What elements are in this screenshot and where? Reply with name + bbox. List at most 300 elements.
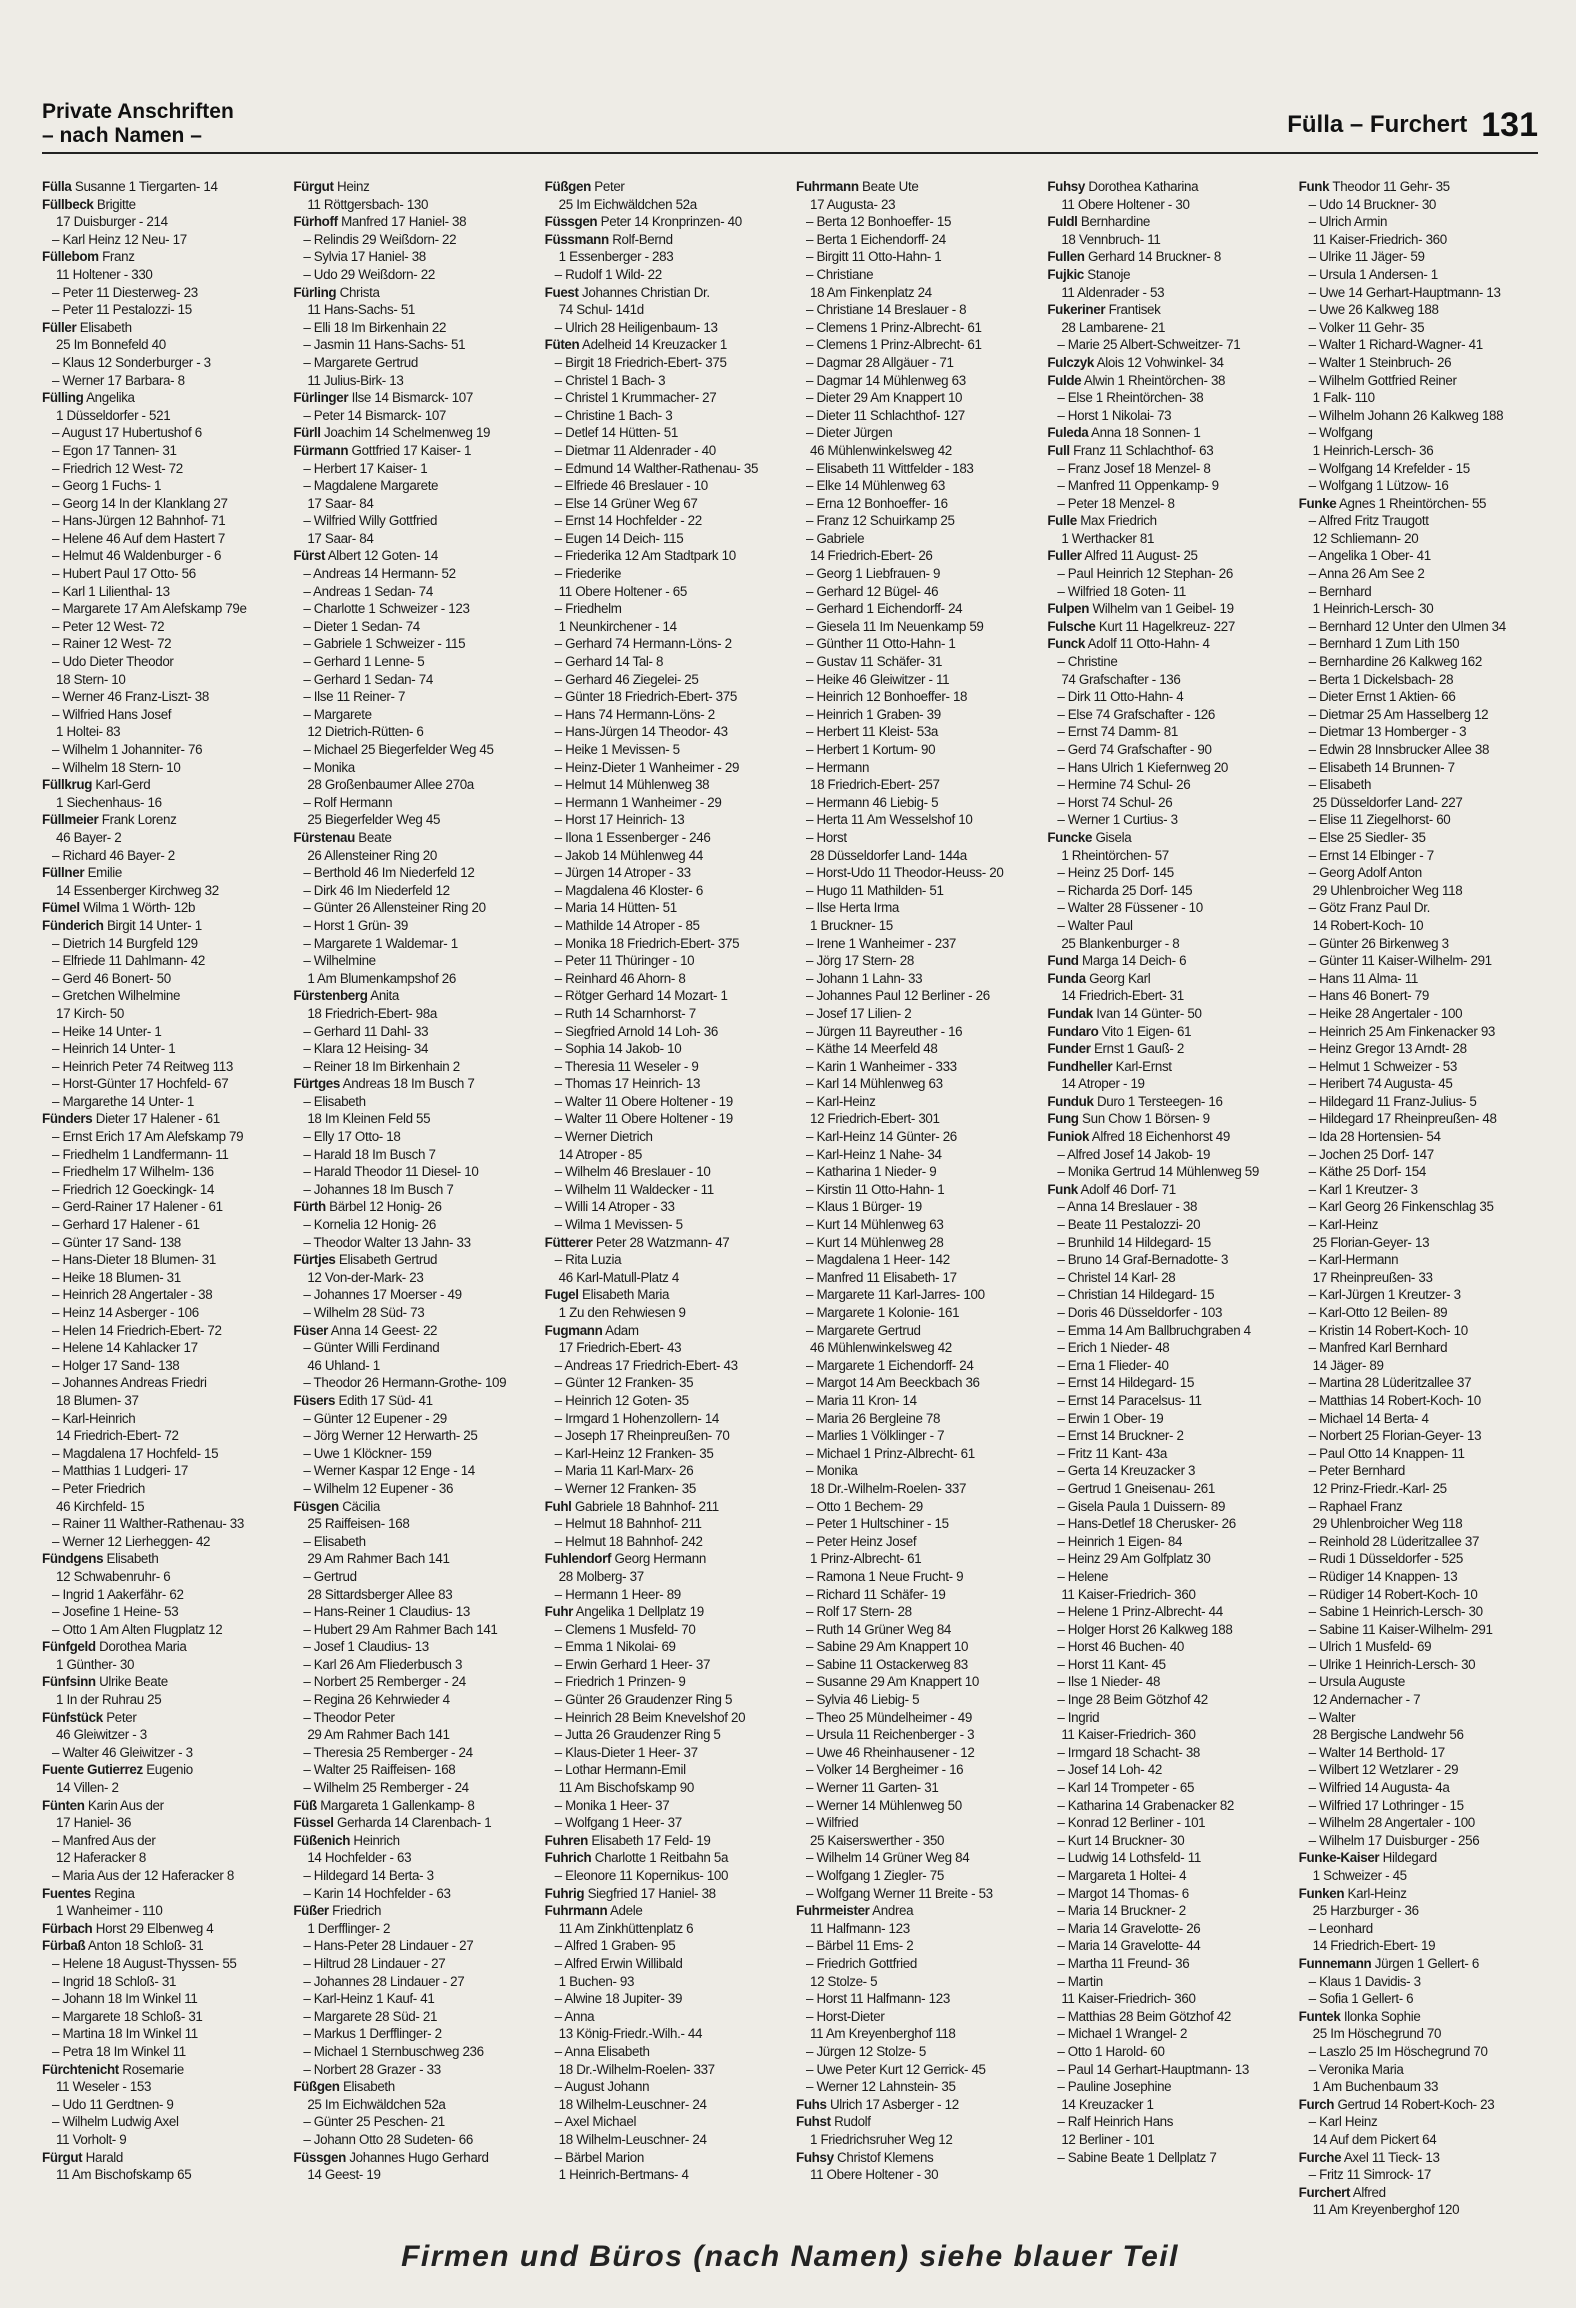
listing-entry	[293, 178, 532, 196]
surname: Fuhrmann	[795, 179, 859, 194]
listing-subentry: – Hiltrud 28 Lindauer - 27	[303, 1955, 446, 1971]
listing-continuation: 1 Derfflinger- 2	[307, 1920, 391, 1936]
surname: Fuhl	[544, 1498, 572, 1514]
listing-subentry: – Margarete Gertrud	[303, 354, 418, 370]
listing-subentry: – Alfred Erwin Willibald	[554, 1955, 683, 1971]
listing-subentry: – Martina 18 Im Winkel 11	[52, 2026, 198, 2042]
surname: Fülling	[42, 390, 84, 406]
entry-details: Hildegard	[1382, 1850, 1437, 1866]
listing-subentry: – Kristin 14 Robert-Koch- 10	[1308, 1322, 1468, 1338]
listing-subentry: – Peter 14 Bismarck- 107	[303, 407, 447, 423]
listing-subentry: – Karl 14 Trompeter - 65	[1057, 1780, 1195, 1796]
surname: Funnemann	[1298, 1955, 1372, 1971]
listing-subentry: – Irmgard 1 Hohenzollern- 14	[554, 1410, 720, 1426]
listing-subentry: – Jasmin 11 Hans-Sachs- 51	[303, 337, 466, 353]
entry-details: Max Friedrich	[1080, 513, 1157, 529]
surname: Fürmann	[293, 442, 349, 458]
listing-subentry: – Ingrid	[1057, 1709, 1100, 1725]
listing-continuation: 14 Villen- 2	[56, 1780, 119, 1796]
listing-subentry: – Dieter 29 Am Knappert 10	[805, 390, 963, 406]
listing-subentry: – Hermann	[805, 759, 870, 775]
listing-subentry: – Monika	[805, 1463, 858, 1479]
entry-details: Harald	[85, 2149, 124, 2165]
listing-subentry: – Berta 12 Bonhoeffer- 15	[805, 214, 952, 230]
listing-continuation: 11 Am Zinkhüttenplatz 6	[558, 1920, 694, 1936]
listing-subentry: – Gisela Paula 1 Duissern- 89	[1057, 1498, 1226, 1514]
listing-subentry: – Sabine 11 Ostackerweg 83	[805, 1656, 968, 1672]
surname: Funken	[1298, 1885, 1345, 1901]
listing-entry	[293, 1498, 532, 1516]
listing-subentry: – Dietrich 14 Burgfeld 129	[52, 935, 198, 951]
listing-subentry: – Wilhelmine	[303, 953, 376, 969]
listing-entry	[42, 1110, 281, 1128]
listing-continuation: 14 Jäger- 89	[1312, 1357, 1384, 1373]
listing-subentry: – Karl 14 Mühlenweg 63	[805, 1076, 943, 1092]
entry-details: Rolf-Bernd	[612, 231, 673, 247]
listing-entry	[293, 442, 532, 460]
listing-subentry: – Karin 1 Wanheimer - 333	[805, 1058, 957, 1074]
listing-subentry: – Wilma 1 Mevissen- 5	[554, 1217, 683, 1233]
entry-details: Eugenio	[146, 1762, 193, 1778]
listing-column-3	[545, 178, 784, 2268]
listing-continuation: 1 In der Ruhrau 25	[56, 1692, 162, 1708]
entry-details: Dieter 17 Halener - 61	[95, 1111, 220, 1127]
listing-entry	[1047, 266, 1286, 284]
listing-entry	[42, 1638, 281, 1656]
listing-subentry: – Karl-Heinz	[805, 1093, 876, 1109]
listing-subentry: – Maria 14 Gravelotte- 26	[1057, 1920, 1201, 1936]
entry-details: Heinz	[337, 179, 370, 194]
listing-subentry: – Günther 11 Otto-Hahn- 1	[805, 636, 956, 652]
entry-details: Siegfried 17 Haniel- 38	[587, 1885, 716, 1901]
listing-subentry: – Hermann 1 Wanheimer - 29	[554, 794, 722, 810]
entry-details: Jürgen 1 Gellert- 6	[1374, 1955, 1479, 1971]
listing-continuation: 12 Dietrich-Rütten- 6	[307, 724, 424, 740]
listing-subentry: – Anna 14 Breslauer - 38	[1057, 1199, 1198, 1215]
listing-entry	[293, 1832, 532, 1850]
listing-subentry: – Heike 1 Mevissen- 5	[554, 742, 680, 757]
listing-continuation: 18 Wilhelm-Leuschner- 24	[558, 2131, 707, 2147]
entry-details: Sun Chow 1 Börsen- 9	[1082, 1111, 1210, 1127]
listing-entry	[293, 1251, 532, 1269]
listing-continuation: 1 Wanheimer - 110	[56, 1903, 163, 1919]
entry-details: Alfred 18 Eichenhorst 49	[1091, 1129, 1230, 1145]
listing-subentry: – Heinz-Dieter 1 Wanheimer - 29	[554, 759, 740, 775]
listing-subentry: – Martin	[1057, 1973, 1103, 1989]
surname: Funke	[1298, 495, 1337, 511]
surname: Füsgen	[293, 1498, 339, 1514]
surname: Fürstenau	[293, 829, 355, 845]
listing-subentry: – Heinrich 28 Beim Knevelshof 20	[554, 1709, 746, 1725]
listing-subentry: – Raphael Franz	[1308, 1498, 1403, 1514]
listing-subentry: – Rötger Gerhard 14 Mozart- 1	[554, 988, 728, 1004]
listing-continuation: 14 Atroper - 85	[558, 1146, 642, 1162]
entry-details: Karl-Ernst	[1115, 1058, 1172, 1074]
listing-entry	[1047, 372, 1286, 390]
listing-subentry: – Uwe 14 Gerhart-Hauptmann- 13	[1308, 284, 1501, 300]
entry-details: Angelika 1 Dellplatz 19	[575, 1604, 704, 1620]
listing-continuation: 1 Düsseldorfer - 521	[56, 407, 171, 423]
listing-subentry: – Christel 1 Bach- 3	[554, 372, 666, 388]
listing-subentry: – Heinrich 12 Bonhoeffer- 18	[805, 689, 968, 705]
listing-subentry: – Hubert Paul 17 Otto- 56	[52, 566, 196, 582]
listing-continuation: 25 Im Bonnefeld 40	[56, 337, 166, 353]
listing-entry	[293, 213, 532, 231]
listing-subentry: – Paul 14 Gerhart-Hauptmann- 13	[1057, 2061, 1249, 2077]
listing-continuation: 25 Blankenburger - 8	[1061, 935, 1180, 951]
listing-subentry: – Ludwig 14 Lothsfeld- 11	[1057, 1850, 1201, 1866]
listing-entry	[1047, 178, 1286, 196]
surname: Fütterer	[544, 1234, 593, 1250]
entry-details: Peter	[594, 179, 625, 194]
listing-continuation: 46 Karl-Matull-Platz 4	[558, 1269, 679, 1285]
listing-subentry: – Günter 12 Eupener - 29	[303, 1410, 447, 1426]
surname: Funcke	[1047, 829, 1093, 845]
listing-continuation: 1 Bruckner- 15	[809, 917, 893, 933]
listing-subentry: – Gerhard 12 Bügel- 46	[805, 583, 939, 599]
listing-subentry: – Ruth 14 Scharnhorst- 7	[554, 1005, 696, 1021]
entry-details: Friedrich	[332, 1903, 382, 1919]
listing-subentry: – Werner 14 Mühlenweg 50	[805, 1797, 962, 1813]
listing-subentry: – Hubert 29 Am Rahmer Bach 141	[303, 1621, 498, 1637]
entry-details: Karl-Gerd	[95, 777, 151, 793]
listing-column-4	[796, 178, 1035, 2268]
entry-details: Christa	[339, 284, 380, 300]
listing-subentry: – Josef 17 Lilien- 2	[805, 1005, 912, 1021]
listing-entry	[42, 178, 281, 196]
listing-subentry: – Karl 26 Am Fliederbusch 3	[303, 1656, 463, 1672]
listing-entry	[545, 213, 784, 231]
listing-subentry: – Reinhard 46 Ahorn- 8	[554, 970, 686, 986]
listing-subentry: – Paul Heinrich 12 Stephan- 26	[1057, 566, 1233, 582]
listing-continuation: 11 Am Kreyenberghof 118	[809, 2026, 956, 2042]
listing-subentry: – Elisabeth	[303, 1533, 366, 1549]
listing-continuation: 1 Falk- 110	[1312, 390, 1375, 406]
surname: Fürtges	[293, 1076, 340, 1092]
listing-subentry: – Ernst 14 Bruckner- 2	[1057, 1428, 1184, 1444]
listing-subentry: – Anna	[554, 2008, 595, 2024]
listing-subentry: – Sabine 1 Heinrich-Lersch- 30	[1308, 1604, 1483, 1620]
listing-entry	[293, 1198, 532, 1216]
listing-continuation: 1 Heinrich-Lersch- 30	[1312, 601, 1434, 617]
listing-subentry: – Horst 1 Grün- 39	[303, 917, 408, 933]
listing-subentry: – Horst 17 Heinrich- 13	[554, 812, 685, 828]
listing-subentry: – Matthias 1 Ludgeri- 17	[52, 1463, 189, 1479]
entry-details: Heinrich	[353, 1832, 400, 1848]
listing-continuation: 11 Halfmann- 123	[809, 1920, 910, 1936]
listing-entry	[42, 1885, 281, 1903]
entry-details: Gottfried 17 Kaiser- 1	[351, 442, 472, 458]
listing-subentry: – Elli 18 Im Birkenhain 22	[303, 319, 447, 335]
surname: Füssmann	[544, 231, 609, 247]
listing-entry	[1047, 1040, 1286, 1058]
listing-subentry: – Petra 18 Im Winkel 11	[52, 2043, 186, 2059]
listing-subentry: – Peter 1 Hultschiner - 15	[805, 1516, 949, 1532]
listing-continuation: 29 Am Rahmer Bach 141	[307, 1551, 450, 1567]
listing-subentry: – Günter 25 Peschen- 21	[303, 2114, 445, 2130]
listing-subentry: – Elisabeth 14 Brunnen- 7	[1308, 759, 1455, 775]
listing-subentry: – Richard 11 Schäfer- 19	[805, 1586, 946, 1602]
listing-subentry: – Ilse 1 Nieder- 48	[1057, 1674, 1161, 1690]
listing-subentry: – Helene 18 August-Thyssen- 55	[52, 1955, 237, 1971]
listing-subentry: – Gabriele 1 Schweizer - 115	[303, 636, 466, 652]
listing-entry	[1047, 512, 1286, 530]
listing-subentry: – Berta 1 Dickelsbach- 28	[1308, 671, 1454, 687]
listing-subentry: – Günter 26 Graudenzer Ring 5	[554, 1692, 733, 1708]
listing-continuation: 17 Saar- 84	[307, 530, 374, 546]
listing-subentry: – Marlies 1 Völklinger - 7	[805, 1428, 945, 1444]
listing-continuation: 46 Uhland- 1	[307, 1357, 380, 1373]
listing-subentry: – Mathilde 14 Atroper - 85	[554, 917, 700, 933]
listing-subentry: – Erna 12 Bonhoeffer- 16	[805, 495, 948, 511]
listing-subentry: – Werner 46 Franz-Liszt- 38	[52, 689, 210, 705]
surname: Fürbaß	[42, 1938, 86, 1954]
entry-details: Andrea	[872, 1903, 914, 1919]
listing-subentry: – Christel 14 Karl- 28	[1057, 1269, 1176, 1285]
listing-subentry: – Dietmar 13 Homberger - 3	[1308, 724, 1467, 740]
surname: Funk	[1298, 179, 1330, 194]
entry-details: Ilonka Sophie	[1343, 2008, 1421, 2024]
listing-entry	[293, 987, 532, 1005]
listing-continuation: 11 Holtener - 330	[56, 266, 153, 282]
listing-subentry: – Egon 17 Tannen- 31	[52, 442, 177, 458]
listing-subentry: – Erwin Gerhard 1 Heer- 37	[554, 1656, 711, 1672]
listing-subentry: – Elise 11 Ziegelhorst- 60	[1308, 812, 1451, 828]
listing-subentry: – Magdalene Margarete	[303, 478, 439, 494]
listing-subentry: – Erna 1 Flieder- 40	[1057, 1357, 1169, 1373]
listing-subentry: – Maria 11 Kron- 14	[805, 1392, 917, 1408]
listing-subentry: – Udo Dieter Theodor	[52, 654, 174, 670]
listing-subentry: – Sabine 11 Kaiser-Wilhelm- 291	[1308, 1621, 1493, 1637]
listing-subentry: – Gerd 74 Grafschafter - 90	[1057, 742, 1212, 757]
listing-subentry: – Ramona 1 Neue Frucht- 9	[805, 1568, 964, 1584]
surname: Füsers	[293, 1392, 336, 1408]
listing-continuation: 18 Stern- 10	[56, 671, 126, 687]
listing-entry	[1047, 354, 1286, 372]
listing-entry	[42, 917, 281, 935]
listing-subentry: – Götz Franz Paul Dr.	[1308, 900, 1431, 916]
listing-subentry: – Kurt 14 Mühlenweg 28	[805, 1234, 944, 1250]
surname: Fürtjes	[293, 1252, 336, 1268]
listing-entry	[1047, 829, 1286, 847]
listing-subentry: – Doris 46 Düsseldorfer - 103	[1057, 1305, 1223, 1320]
listing-subentry: – Helene 46 Auf dem Hastert 7	[52, 530, 225, 546]
listing-subentry: – Johannes 28 Lindauer - 27	[303, 1973, 465, 1989]
entry-details: Gerhard 14 Bruckner- 8	[1088, 249, 1221, 265]
listing-subentry: – Theresia 11 Weseler - 9	[554, 1058, 699, 1074]
listing-subentry: – Heike 18 Blumen- 31	[52, 1269, 181, 1285]
listing-subentry: – Alfred Josef 14 Jakob- 19	[1057, 1146, 1211, 1162]
listing-continuation: 1 Schweizer - 45	[1312, 1868, 1407, 1883]
surname: Fuller	[1047, 548, 1082, 564]
entry-details: Susanne 1 Tiergarten- 14	[74, 179, 218, 194]
listing-continuation: 14 Auf dem Pickert 64	[1312, 2131, 1437, 2147]
listing-subentry: – Margarete 17 Am Alefskamp 79e	[52, 601, 247, 617]
listing-subentry: – Horst	[805, 829, 847, 845]
listing-subentry: – Wilhelm 11 Waldecker - 11	[554, 1181, 714, 1197]
entry-details: Karin Aus der	[87, 1797, 164, 1813]
listing-subentry: – Herta 11 Am Wesselshof 10	[805, 812, 973, 828]
listing-subentry: – Bernhard 1 Zum Lith 150	[1308, 636, 1460, 652]
listing-subentry: – Reinhold 28 Lüderitzallee 37	[1308, 1533, 1480, 1549]
listing-subentry: – Karl-Hermann	[1308, 1252, 1399, 1268]
listing-subentry: – Josef 1 Claudius- 13	[303, 1639, 429, 1655]
surname: Fuhrich	[544, 1850, 592, 1866]
listing-subentry: – Magdalena 1 Heer- 142	[805, 1252, 950, 1268]
listing-subentry: – Udo 14 Bruckner- 30	[1308, 196, 1437, 212]
listing-subentry: – Michael 1 Prinz-Albrecht- 61	[805, 1445, 975, 1461]
listing-continuation: 28 Molberg- 37	[558, 1568, 644, 1584]
listing-subentry: – Friederika 12 Am Stadtpark 10	[554, 548, 736, 564]
surname: Fulpen	[1047, 601, 1090, 617]
listing-continuation: 26 Allensteiner Ring 20	[307, 847, 437, 863]
surname: Füssel	[293, 1815, 334, 1831]
listing-subentry: – Christine	[1057, 654, 1118, 670]
listing-continuation: 28 Bergische Landwehr 56	[1312, 1727, 1464, 1743]
listing-entry	[1047, 424, 1286, 442]
listing-subentry: – Anna 26 Am See 2	[1308, 566, 1425, 582]
surname: Fundak	[1047, 1005, 1093, 1021]
listing-subentry: – Rita Luzia	[554, 1252, 622, 1268]
entry-details: Horst 29 Elbenweg 4	[95, 1920, 214, 1936]
listing-entry	[545, 1322, 784, 1340]
entry-details: Alfred	[1352, 2184, 1386, 2200]
listing-entry	[1299, 2184, 1538, 2202]
listing-subentry: – Margarete 11 Karl-Jarres- 100	[805, 1287, 985, 1303]
listing-subentry: – Gertrud	[303, 1568, 357, 1584]
listing-continuation: 17 Haniel- 36	[56, 1815, 132, 1831]
listing-continuation: 11 Am Bischofskamp 65	[56, 2167, 192, 2183]
listing-subentry: – Friedrich 12 West- 72	[52, 460, 183, 476]
listing-continuation: 1 Am Blumenkampshof 26	[307, 970, 456, 986]
entry-details: Duro 1 Tersteegen- 16	[1096, 1093, 1223, 1109]
listing-subentry: – Werner 12 Lahnstein- 35	[805, 2079, 956, 2095]
listing-subentry: – Gerd 46 Bonert- 50	[52, 970, 171, 986]
entry-details: Franz 11 Schlachthof- 63	[1073, 442, 1214, 458]
listing-entry	[42, 1920, 281, 1938]
listing-subentry: – Helene 1 Prinz-Albrecht- 44	[1057, 1604, 1223, 1620]
listing-subentry: – Elfriede 11 Dahlmann- 42	[52, 953, 205, 969]
listing-subentry: – Susanne 29 Am Knappert 10	[805, 1674, 979, 1690]
listing-entry	[1299, 2149, 1538, 2167]
surname: Fuentes	[42, 1885, 91, 1901]
listing-subentry: – Magdalena 46 Kloster- 6	[554, 882, 703, 898]
listing-subentry: – Günter 18 Friedrich-Ebert- 375	[554, 689, 737, 705]
listing-continuation: 18 Vennbruch- 11	[1061, 231, 1161, 247]
listing-subentry: – Volker 14 Bergheimer - 16	[805, 1762, 964, 1778]
entry-details: Marga 14 Deich- 6	[1082, 953, 1187, 969]
listing-subentry: – Wilhelm 25 Remberger - 24	[303, 1780, 469, 1796]
listing-continuation: 12 Berliner - 101	[1061, 2131, 1155, 2147]
listing-entry	[545, 1550, 784, 1568]
listing-subentry: – Elisabeth	[303, 1093, 366, 1109]
entry-details: Ulrike Beate	[99, 1674, 168, 1690]
listing-continuation: 18 Blumen- 37	[56, 1392, 139, 1408]
listing-subentry: – Edwin 28 Innsbrucker Allee 38	[1308, 742, 1490, 757]
listing-subentry: – Johann Otto 28 Sudeten- 66	[303, 2131, 473, 2147]
listing-subentry: – Georg 14 In der Klanklang 27	[52, 495, 228, 511]
listing-subentry: – Eugen 14 Deich- 115	[554, 530, 684, 546]
listing-subentry: – Charlotte 1 Schweizer - 123	[303, 601, 470, 617]
listing-continuation: 1 Friedrichsruher Weg 12	[809, 2131, 953, 2147]
listing-subentry: – Werner 11 Garten- 31	[805, 1780, 939, 1796]
listing-entry	[1047, 248, 1286, 266]
surname: Füllner	[42, 865, 85, 881]
listing-subentry: – Matthias 14 Robert-Koch- 10	[1308, 1392, 1481, 1408]
listing-subentry: – Helmut 46 Waldenburger - 6	[52, 548, 222, 564]
listing-subentry: – Hans-Jürgen 14 Theodor- 43	[554, 724, 728, 740]
listing-subentry: – Friedhelm 17 Wilhelm- 136	[52, 1164, 214, 1180]
listing-subentry: – Leonhard	[1308, 1920, 1373, 1936]
listing-subentry: – Günter Willi Ferdinand	[303, 1340, 440, 1356]
listing-entry	[545, 1832, 784, 1850]
listing-subentry: – Theodor Peter	[303, 1709, 395, 1725]
listing-column-6	[1299, 178, 1538, 2268]
entry-details: Anna 18 Sonnen- 1	[1091, 425, 1201, 441]
listing-subentry: – Karl 1 Lilienthal- 13	[52, 583, 170, 599]
listing-subentry: – Heinrich 1 Eigen- 84	[1057, 1533, 1183, 1549]
listing-subentry: – Wilfried 14 Augusta- 4a	[1308, 1780, 1450, 1796]
listing-subentry: – Ralf Heinrich Hans	[1057, 2114, 1174, 2130]
listing-subentry: – Christel 1 Krummacher- 27	[554, 390, 717, 406]
listing-subentry: – Horst 74 Schul- 26	[1057, 794, 1173, 810]
listing-continuation: 18 Dr.-Wilhelm-Roelen- 337	[809, 1480, 967, 1496]
listing-continuation: 46 Mühlenwinkelsweg 42	[809, 442, 952, 458]
listing-subentry: – Karl-Jürgen 1 Kreutzer- 3	[1308, 1287, 1461, 1303]
surname: Fülla	[42, 179, 72, 194]
listing-subentry: – Klaus 12 Sonderburger - 3	[52, 354, 211, 370]
listing-subentry: – Dietmar 25 Am Hasselberg 12	[1308, 706, 1489, 722]
listing-subentry: – Ernst 14 Hildegard- 15	[1057, 1375, 1195, 1391]
listing-subentry: – Walter 46 Gleiwitzer - 3	[52, 1744, 193, 1760]
listing-entry	[42, 1761, 281, 1779]
entry-details: Johannes Hugo Gerhard	[349, 2149, 489, 2165]
listing-continuation: 13 König-Friedr.-Wilh.- 44	[558, 2026, 703, 2042]
listing-subentry: – Hans 74 Hermann-Löns- 2	[554, 706, 715, 722]
listing-subentry: – Karl-Heinz	[1308, 1217, 1379, 1233]
entry-details: Gisela	[1095, 829, 1132, 845]
listing-subentry: – Margot 14 Thomas- 6	[1057, 1885, 1189, 1901]
entry-details: Anton 18 Schloß- 31	[87, 1938, 204, 1954]
listing-continuation: 14 Friedrich-Ebert- 31	[1061, 988, 1184, 1004]
listing-subentry: – Peter 18 Menzel- 8	[1057, 495, 1175, 511]
listing-continuation: 12 Haferacker 8	[56, 1850, 147, 1866]
listing-subentry: – Otto 1 Am Alten Flugplatz 12	[52, 1621, 223, 1637]
listing-entry	[545, 1498, 784, 1516]
listing-subentry: – Heinrich 12 Goten- 35	[554, 1392, 689, 1408]
surname: Fuleda	[1047, 425, 1089, 441]
listing-entry	[1047, 213, 1286, 231]
listing-subentry: – Karl Georg 26 Finkenschlag 35	[1308, 1199, 1494, 1215]
listing-subentry: – Michael 1 Sternbuschweg 236	[303, 2043, 484, 2059]
listing-entry	[42, 196, 281, 214]
listing-subentry: – Sabine Beate 1 Dellplatz 7	[1057, 2149, 1217, 2165]
surname: Full	[1047, 442, 1070, 458]
entry-details: Elisabeth	[79, 319, 132, 335]
listing-subentry: – Monika Gertrud 14 Mühlenweg 59	[1057, 1164, 1259, 1180]
listing-subentry: – Gerhard 14 Tal- 8	[554, 654, 664, 670]
surname: Füßgen	[293, 2079, 340, 2095]
listing-subentry: – Georg 1 Fuchs- 1	[52, 478, 162, 494]
listing-subentry: – Monika 18 Friedrich-Ebert- 375	[554, 935, 740, 951]
listing-subentry: – Hans-Detlef 18 Cherusker- 26	[1057, 1516, 1236, 1532]
listing-subentry: – Günter 11 Kaiser-Wilhelm- 291	[1308, 953, 1492, 969]
entry-details: Wilhelm van 1 Geibel- 19	[1092, 601, 1234, 617]
listing-continuation: 25 Im Eichwäldchen 52a	[307, 2096, 446, 2112]
listing-subentry: – Bernhard 12 Unter den Ulmen 34	[1308, 618, 1506, 634]
listing-continuation: 1 Heinrich-Bertmans- 4	[558, 2167, 689, 2183]
listing-subentry: – Dieter Ernst 1 Aktien- 66	[1308, 689, 1456, 705]
